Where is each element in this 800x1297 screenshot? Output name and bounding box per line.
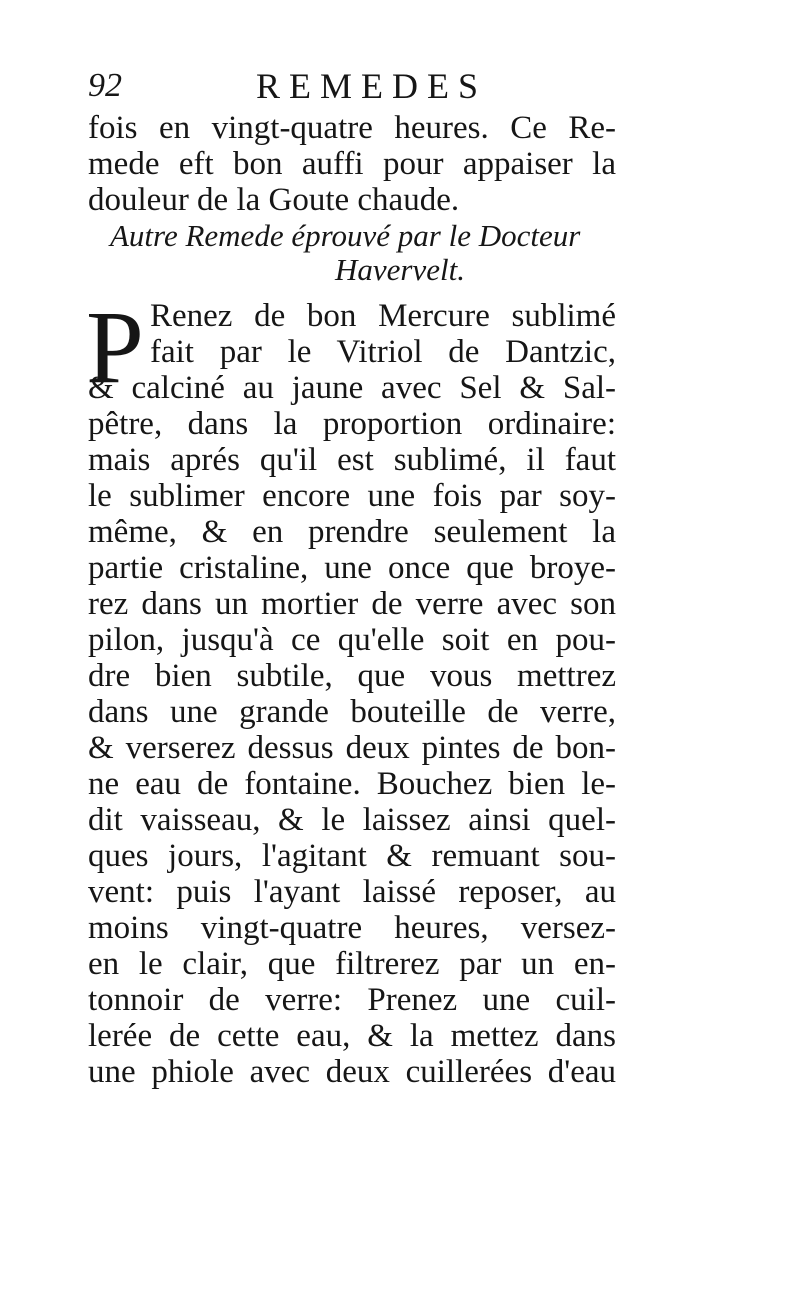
- body-line: partie cristaline, une once que broye-: [88, 550, 616, 586]
- body-line: en le clair, que filtrerez par un en-: [88, 946, 616, 982]
- body-line: fait par le Vitriol de Dantzic,: [150, 334, 616, 370]
- body-line: Renez de bon Mercure sublimé: [150, 298, 616, 334]
- body-line: rez dans un mortier de verre avec son: [88, 586, 616, 622]
- body-line: & calciné au jaune avec Sel & Sal-: [88, 370, 616, 406]
- running-title: REMEDES: [256, 66, 488, 106]
- body-line: ne eau de fontaine. Bouchez bien le-: [88, 766, 616, 802]
- drop-cap: P: [86, 290, 144, 405]
- remedy-subtitle: Autre Remede éprouvé par le Docteur: [110, 218, 581, 253]
- intro-line: douleur de la Goute chaude.: [88, 182, 460, 218]
- body-line: pêtre, dans la proportion ordinaire:: [88, 406, 616, 442]
- remedy-subtitle-author: Havervelt.: [335, 252, 465, 287]
- intro-line: fois en vingt-quatre heures. Ce Re-: [88, 110, 616, 146]
- body-line: & verserez dessus deux pintes de bon-: [88, 730, 616, 766]
- body-line: moins vingt-quatre heures, versez-: [88, 910, 616, 946]
- body-line: vent: puis l'ayant laissé reposer, au: [88, 874, 616, 910]
- body-line: le sublimer encore une fois par soy-: [88, 478, 616, 514]
- body-line: tonnoir de verre: Prenez une cuil-: [88, 982, 616, 1018]
- page-number: 92: [88, 67, 122, 104]
- body-line: mais aprés qu'il est sublimé, il faut: [88, 442, 616, 478]
- intro-line: mede eft bon auffi pour appaiser la: [88, 146, 616, 182]
- body-line: lerée de cette eau, & la mettez dans: [88, 1018, 616, 1054]
- body-line: dre bien subtile, que vous mettrez: [88, 658, 616, 694]
- body-line: ques jours, l'agitant & remuant sou-: [88, 838, 616, 874]
- page-header: [88, 66, 608, 110]
- body-line: pilon, jusqu'à ce qu'elle soit en pou-: [88, 622, 616, 658]
- body-line: dit vaisseau, & le laissez ainsi quel-: [88, 802, 616, 838]
- body-line: même, & en prendre seulement la: [88, 514, 616, 550]
- body-line: une phiole avec deux cuillerées d'eau: [88, 1054, 616, 1090]
- body-line: dans une grande bouteille de verre,: [88, 694, 616, 730]
